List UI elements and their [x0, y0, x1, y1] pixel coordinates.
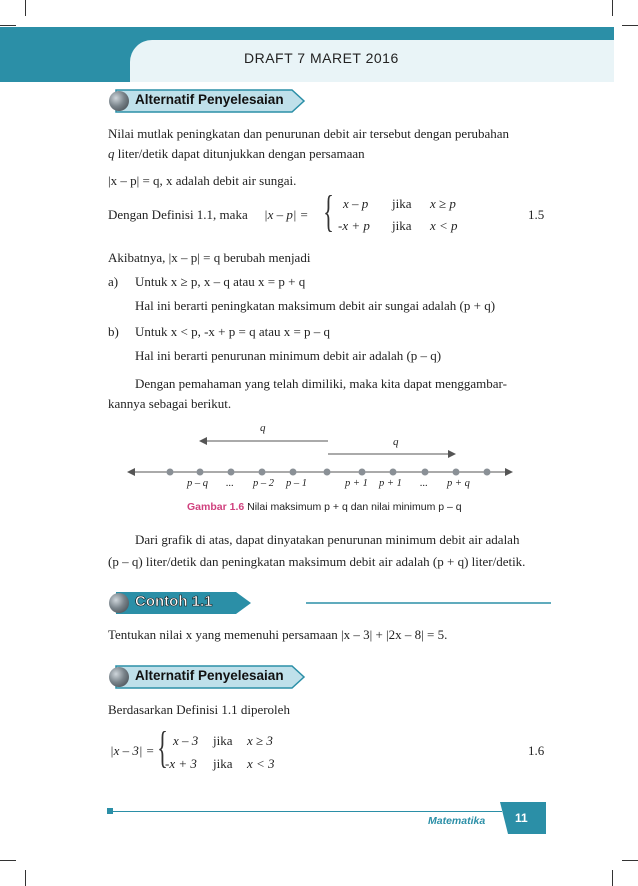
- footer-subject: Matematika: [428, 815, 486, 827]
- crop-mark: [612, 0, 613, 16]
- list-item-a-sub: Hal ini berarti peningkatan maksimum debit air sungai adalah (p + q): [135, 298, 496, 313]
- definition2-row2-cond: x < 3: [247, 756, 275, 771]
- definition-row1-cond: x ≥ p: [430, 196, 456, 211]
- paragraph: q liter/detik dapat ditunjukkan dengan persamaan: [108, 146, 365, 161]
- section-title-alt1: Alternatif Penyelesaian: [135, 92, 284, 107]
- definition2-lhs: |x – 3| =: [110, 743, 155, 758]
- number-line-point: [197, 469, 204, 476]
- crop-mark: [25, 870, 26, 886]
- number-line-point: [259, 469, 266, 476]
- crop-mark: [622, 25, 638, 26]
- definition-lead: Dengan Definisi 1.1, maka: [108, 207, 248, 222]
- paragraph: Berdasarkan Definisi 1.1 diperoleh: [108, 702, 290, 717]
- definition-row2-cond: x < p: [430, 218, 458, 233]
- figure-caption: [187, 501, 462, 513]
- number-line-point: [359, 469, 366, 476]
- definition-row1-expr: x – p: [343, 196, 369, 211]
- definition2-row1-expr: x – 3: [173, 733, 199, 748]
- list-item-b-sub: Hal ini berarti penurunan minimum debit air adalah (p – q): [135, 348, 442, 363]
- equation-number: 1.5: [528, 207, 545, 222]
- q-label-left: q: [260, 422, 266, 434]
- definition-lhs: |x – p| =: [264, 207, 309, 222]
- globe-icon: [109, 593, 129, 613]
- paragraph: Dari grafik di atas, dapat dinyatakan penurunan minimum debit air adalah: [135, 532, 520, 547]
- caption-text: Nilai maksimum p + q dan nilai minimum p – q: [247, 501, 462, 513]
- page-number: 11: [515, 811, 528, 825]
- tick-label: p – q: [187, 478, 208, 489]
- paragraph: |x – p| = q, x adalah debit air sungai.: [108, 173, 297, 188]
- equation-number: 1.6: [528, 743, 545, 758]
- globe-icon: [109, 91, 129, 111]
- crop-mark: [612, 870, 613, 886]
- q-label-right: q: [393, 436, 399, 448]
- definition-row2-expr: -x + p: [338, 218, 370, 233]
- list-item-a: Untuk x ≥ p, x – q atau x = p + q: [135, 274, 306, 289]
- paragraph: Akibatnya, |x – p| = q berubah menjadi: [108, 250, 311, 265]
- number-line-point: [290, 469, 297, 476]
- section-title-alt2: Alternatif Penyelesaian: [135, 668, 284, 683]
- problem-statement: Tentukan nilai x yang memenuhi persamaan |x – 3| + |2x – 8| = 5.: [108, 627, 448, 642]
- crop-mark: [0, 25, 16, 26]
- number-line-point: [484, 469, 491, 476]
- definition-brace: {: [323, 187, 334, 236]
- tick-label: p + 1: [345, 478, 368, 489]
- section-title-contoh: Contoh 1.1: [135, 593, 213, 610]
- footer-square: [107, 808, 113, 814]
- tick-label: ...: [226, 478, 234, 489]
- definition2-row1-jika: jika: [213, 733, 233, 748]
- footer-rule: [110, 811, 502, 812]
- tick-label: p – 2: [253, 478, 274, 489]
- list-label-b: b): [108, 324, 119, 339]
- tick-label: ...: [420, 478, 428, 489]
- list-label-a: a): [108, 274, 119, 289]
- definition2-row2-expr: -x + 3: [165, 756, 197, 771]
- tick-label: p + 1: [379, 478, 402, 489]
- list-item-b: Untuk x < p, -x + p = q atau x = p – q: [135, 324, 331, 339]
- definition-row2-jika: jika: [392, 218, 412, 233]
- crop-mark: [25, 0, 26, 16]
- definition2-brace: {: [157, 723, 168, 772]
- number-line-point: [324, 469, 331, 476]
- tick-label: p – 1: [286, 478, 307, 489]
- tick-label: p + q: [447, 478, 470, 489]
- definition2-row2-jika: jika: [213, 756, 233, 771]
- number-line-point: [228, 469, 235, 476]
- paragraph: kannya sebagai berikut.: [108, 396, 232, 411]
- paragraph: Nilai mutlak peningkatan dan penurunan debit air tersebut dengan perubahan: [108, 126, 510, 141]
- caption-label: Gambar 1.6: [187, 501, 245, 513]
- globe-icon: [109, 667, 129, 687]
- definition-row1-jika: jika: [392, 196, 412, 211]
- crop-mark: [622, 860, 638, 861]
- paragraph: (p – q) liter/detik dan peningkatan maksimum debit air adalah (p + q) liter/detik.: [108, 554, 526, 569]
- number-line-point: [390, 469, 397, 476]
- crop-mark: [0, 860, 16, 861]
- draft-label: DRAFT 7 MARET 2016: [244, 50, 399, 66]
- number-line-point: [453, 469, 460, 476]
- paragraph: Dengan pemahaman yang telah dimiliki, maka kita dapat menggambar-: [135, 376, 507, 391]
- definition2-row1-cond: x ≥ 3: [247, 733, 273, 748]
- number-line-point: [422, 469, 429, 476]
- number-line-point: [167, 469, 174, 476]
